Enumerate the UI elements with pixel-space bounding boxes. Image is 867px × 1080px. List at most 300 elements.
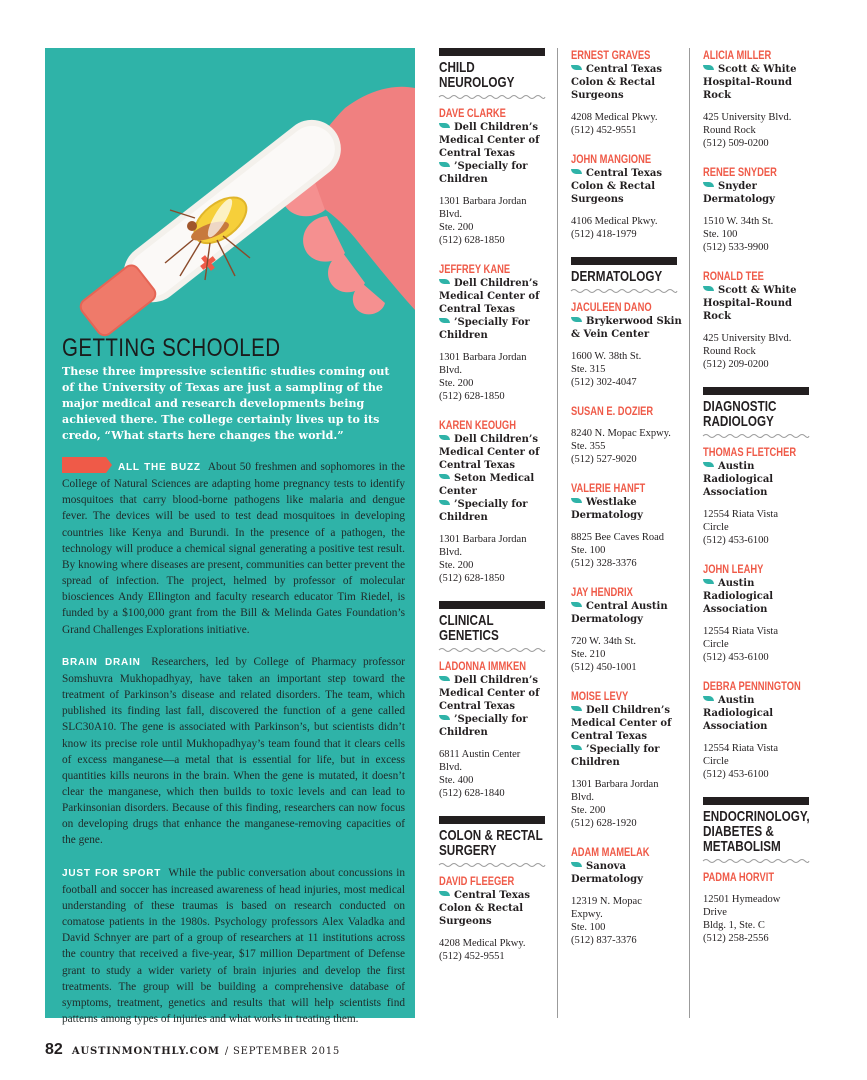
- address-line: (512) 509-0200: [703, 138, 769, 149]
- affiliation-text: Sanova: [586, 861, 626, 872]
- doctor-name: THOMAS FLETCHER: [703, 445, 797, 459]
- leaf-bullet-icon: [439, 162, 450, 167]
- affiliation-text: Surgeons: [439, 916, 492, 927]
- doctor-name: KAREN KEOUGH: [439, 418, 516, 432]
- affiliation-text: Children: [439, 727, 488, 738]
- site-url: AUSTINMONTHLY.COM: [71, 1046, 220, 1057]
- address-line: Round Rock: [703, 125, 756, 136]
- specialty-heading: [439, 60, 548, 90]
- affiliation-text: Scott & White: [718, 64, 797, 75]
- specialty-heading: [703, 399, 812, 429]
- address-line: Ste. 100: [571, 922, 606, 933]
- affiliation-line: [571, 873, 683, 886]
- address-line: 425 University Blvd.: [703, 333, 792, 344]
- address: [703, 625, 815, 664]
- doctor-entry: [703, 48, 815, 150]
- affiliation-text: Medical Center of: [571, 718, 672, 729]
- affiliation-line: [703, 297, 815, 310]
- address: [703, 215, 815, 254]
- affiliation-text: Scott & White: [718, 285, 797, 296]
- affiliation: [571, 743, 683, 769]
- specialty-heading-line: DERMATOLOGY: [571, 268, 663, 285]
- address-line: 1301 Barbara Jordan: [439, 352, 527, 363]
- affiliation: [703, 284, 815, 323]
- affiliation-line: [571, 328, 683, 341]
- affiliation-text: Central Texas: [439, 304, 515, 315]
- doctor-name: VALERIE HANFT: [571, 481, 646, 495]
- address: [439, 533, 551, 585]
- affiliation: [439, 121, 551, 160]
- section-bar: [439, 48, 545, 56]
- section-bar: [571, 257, 677, 265]
- affiliation-line: [703, 694, 815, 707]
- paragraph-lead: BRAIN DRAIN: [62, 656, 141, 668]
- doctor-entry: [703, 165, 815, 254]
- address-line: 12319 N. Mopac: [571, 896, 642, 907]
- doctor-entry: [571, 404, 683, 466]
- arrow-tag-icon: [62, 457, 112, 473]
- address-line: (512) 453-6100: [703, 769, 769, 780]
- affiliation-text: Westlake: [586, 497, 637, 508]
- affiliation-text: Medical Center of: [439, 447, 540, 458]
- address-line: 425 University Blvd.: [703, 112, 792, 123]
- doctor-name: MOISE LEVY: [571, 689, 629, 703]
- affiliation-text: Central Texas: [439, 701, 515, 712]
- leaf-bullet-icon: [571, 745, 582, 750]
- doctor-name: JACULEEN DANO: [571, 300, 652, 314]
- paragraph-text: While the public conversation about concussions in football and soccer has increased awareness of head injuries, most medical understanding of these traumas is based on research conducted on comatose patients in the 1980s. Psychology professors Alex Valadka and David Schnyer are part of a group of researchers at 11 institutions across the country that received a five-year, $17 million Department of Defense grant to study a wider variety of brain injuries and develop the first treatments. The group will be building a comprehensive database of symptoms, treatment, genetics and results that will help scientists find patterns among types of injuries and what works in treating them.: [62, 866, 406, 1025]
- affiliation-line: [571, 63, 683, 76]
- leaf-bullet-icon: [703, 286, 714, 291]
- address: [571, 635, 683, 674]
- affiliation-line: [439, 303, 551, 316]
- address-line: 12501 Hymeadow: [703, 894, 781, 905]
- affiliation-text: Central Texas: [586, 64, 662, 75]
- address-line: (512) 837-3376: [571, 935, 637, 946]
- affiliation: [571, 315, 683, 341]
- specialty-section: [571, 48, 683, 241]
- doctor-name: ADAM MAMELAK: [571, 845, 650, 859]
- address: [571, 895, 683, 947]
- address-line: (512) 209-0200: [703, 359, 769, 370]
- affiliation-line: [703, 193, 815, 206]
- doctor-name: RONALD TEE: [703, 269, 764, 283]
- affiliation-text: Association: [703, 604, 768, 615]
- address-line: 8240 N. Mopac Expwy.: [571, 428, 671, 439]
- affiliation: [571, 167, 683, 206]
- address-line: (512) 452-9551: [439, 951, 505, 962]
- leaf-bullet-icon: [439, 715, 450, 720]
- paragraph-all-the-buzz: [62, 457, 405, 638]
- doctor-entry: [703, 269, 815, 371]
- address-line: Ste. 200: [439, 560, 474, 571]
- specialty-heading-line: SURGERY: [439, 842, 497, 859]
- address: [703, 508, 815, 547]
- affiliation-line: [439, 160, 551, 173]
- affiliation-line: [703, 180, 815, 193]
- affiliation-text: ’Specially for: [454, 161, 528, 172]
- affiliation-line: [703, 310, 815, 323]
- address-line: Round Rock: [703, 346, 756, 357]
- doctor-name: JOHN MANGIONE: [571, 152, 652, 166]
- affiliation-line: [571, 76, 683, 89]
- doctor-name: ERNEST GRAVES: [571, 48, 651, 62]
- specialty-section: [439, 601, 551, 800]
- address-line: 1301 Barbara Jordan: [439, 196, 527, 207]
- directory-column-3: [703, 48, 815, 961]
- leaf-bullet-icon: [439, 891, 450, 896]
- section-bar: [439, 601, 545, 609]
- affiliation-text: Dell Children’s: [454, 122, 538, 133]
- specialty-heading-line: COLON & RECTAL: [439, 827, 543, 844]
- address-line: Circle: [703, 522, 729, 533]
- leaf-bullet-icon: [571, 706, 582, 711]
- affiliation-text: Central Texas: [439, 460, 515, 471]
- column-divider: [557, 48, 558, 1018]
- leaf-bullet-icon: [571, 169, 582, 174]
- affiliation-text: Austin: [718, 695, 755, 706]
- affiliation-line: [571, 509, 683, 522]
- affiliation-line: [439, 173, 551, 186]
- address-line: 6811 Austin Center: [439, 749, 521, 760]
- affiliation-line: [703, 486, 815, 499]
- affiliation-line: [439, 433, 551, 446]
- feature-body: [62, 457, 405, 1043]
- affiliation-text: Medical Center of: [439, 291, 540, 302]
- address-line: Blvd.: [439, 209, 463, 220]
- affiliation-line: [703, 707, 815, 720]
- specialty-heading-line: DIAGNOSTIC: [703, 398, 777, 415]
- specialty-section: [571, 257, 683, 947]
- doctor-entry: [571, 689, 683, 830]
- affiliation: [571, 63, 683, 102]
- address-line: 1600 W. 38th St.: [571, 351, 642, 362]
- leaf-bullet-icon: [439, 435, 450, 440]
- affiliation-text: ’Specially For: [454, 317, 530, 328]
- doctor-entry: [571, 152, 683, 241]
- address-line: Blvd.: [439, 365, 463, 376]
- address-line: 8825 Bee Caves Road: [571, 532, 665, 543]
- doctor-entry: [571, 481, 683, 570]
- affiliation-text: Rock: [703, 90, 731, 101]
- affiliation-line: [703, 590, 815, 603]
- section-bar: [439, 816, 545, 824]
- leaf-bullet-icon: [439, 279, 450, 284]
- specialty-section: [439, 816, 551, 963]
- affiliation: [439, 674, 551, 713]
- affiliation: [439, 472, 551, 498]
- affiliation-line: [703, 63, 815, 76]
- address-line: Ste. 210: [571, 649, 606, 660]
- address: [703, 111, 815, 150]
- squiggle-divider-icon: [571, 288, 677, 294]
- affiliation-line: [571, 193, 683, 206]
- affiliation-line: [439, 498, 551, 511]
- affiliation-line: [439, 485, 551, 498]
- affiliation-text: ’Specially for: [454, 499, 528, 510]
- affiliation-text: Austin: [718, 461, 755, 472]
- address-line: (512) 450-1001: [571, 662, 637, 673]
- affiliation-text: ’Specially for: [586, 744, 660, 755]
- paragraph-lead: JUST FOR SPORT: [62, 867, 162, 879]
- affiliation: [439, 713, 551, 739]
- affiliation-line: [571, 730, 683, 743]
- affiliation-line: [571, 704, 683, 717]
- affiliation-line: [703, 603, 815, 616]
- address-line: (512) 533-9900: [703, 242, 769, 253]
- section-bar: [703, 797, 809, 805]
- doctor-name: JEFFREY KANE: [439, 262, 511, 276]
- address-line: 4208 Medical Pkwy.: [571, 112, 658, 123]
- doctor-entry: [439, 106, 551, 247]
- affiliation: [439, 160, 551, 186]
- affiliation-line: [439, 316, 551, 329]
- affiliation-line: [439, 147, 551, 160]
- doctor-name: RENEE SNYDER: [703, 165, 777, 179]
- leaf-bullet-icon: [703, 579, 714, 584]
- address: [571, 215, 683, 241]
- feature-panel: [45, 48, 415, 1025]
- affiliation-line: [571, 743, 683, 756]
- address-line: Expwy.: [571, 909, 603, 920]
- leaf-bullet-icon: [703, 696, 714, 701]
- affiliation-text: Children: [439, 174, 488, 185]
- doctor-name: JOHN LEAHY: [703, 562, 764, 576]
- leaf-bullet-icon: [439, 500, 450, 505]
- affiliation-text: Colon & Rectal: [571, 181, 656, 192]
- affiliation-text: Children: [439, 512, 488, 523]
- affiliation-line: [703, 460, 815, 473]
- affiliation-line: [439, 889, 551, 902]
- doctor-name: JAY HENDRIX: [571, 585, 633, 599]
- address-line: (512) 452-9551: [571, 125, 637, 136]
- address: [703, 742, 815, 781]
- specialty-heading-line: METABOLISM: [703, 838, 781, 855]
- affiliation-text: Center: [439, 486, 477, 497]
- address-line: Drive: [703, 907, 727, 918]
- affiliation: [703, 180, 815, 206]
- specialty-heading-line: ENDOCRINOLOGY,: [703, 808, 810, 825]
- affiliation-line: [571, 600, 683, 613]
- affiliation-text: Dermatology: [571, 510, 643, 521]
- affiliation: [439, 433, 551, 472]
- doctor-entry: [703, 445, 815, 547]
- paragraph-text: About 50 freshmen and sophomores in the College of Natural Sciences are adapting home pregnancy tests to identify mosquitoes that carry blood-borne pathogens like malaria and dengue fever. The devices will be used to test dead mosquitoes in developing countries like Kenya and Burundi. In the presence of a pathogen, the technology will produce a chemical signal generating a positive test result. By knowing where diseases are present, communities can better prevent the spread of infection. The project, helmed by professor of molecular biosciences Andy Ellington and faculty research educator Tim Riedel, is funded by a $100,000 grant from the Bill & Melinda Gates Foundation’s Grand Challenges Explorations initiative.: [62, 461, 406, 636]
- address: [571, 111, 683, 137]
- address-line: 12554 Riata Vista: [703, 743, 779, 754]
- feature-title: GETTING SCHOOLED: [62, 334, 281, 362]
- leaf-bullet-icon: [571, 498, 582, 503]
- affiliation-line: [439, 511, 551, 524]
- affiliation: [571, 496, 683, 522]
- doctor-entry: [571, 300, 683, 389]
- affiliation-text: Dermatology: [571, 874, 643, 885]
- issue-date: / SEPTEMBER 2015: [224, 1046, 341, 1057]
- doctor-entry: [703, 870, 815, 945]
- address-line: Bldg. 1, Ste. C: [703, 920, 765, 931]
- address-line: Blvd.: [439, 547, 463, 558]
- address: [571, 350, 683, 389]
- specialty-heading: [439, 613, 548, 643]
- affiliation-line: [439, 459, 551, 472]
- affiliation-text: Hospital–Round: [703, 77, 792, 88]
- doctor-entry: [439, 418, 551, 585]
- address-line: (512) 628-1840: [439, 788, 505, 799]
- affiliation-text: Dell Children’s: [454, 675, 538, 686]
- address-line: (512) 418-1979: [571, 229, 637, 240]
- page-footer: [45, 1039, 340, 1059]
- specialty-heading: [439, 828, 548, 858]
- address-line: 1510 W. 34th St.: [703, 216, 774, 227]
- specialty-heading-line: CHILD NEUROLOGY: [439, 59, 515, 91]
- affiliation-text: Children: [439, 330, 488, 341]
- affiliation: [703, 63, 815, 102]
- address: [571, 778, 683, 830]
- leaf-bullet-icon: [571, 65, 582, 70]
- address-line: (512) 328-3376: [571, 558, 637, 569]
- affiliation-line: [571, 315, 683, 328]
- paragraph-just-for-sport: [62, 865, 405, 1028]
- doctor-entry: [439, 262, 551, 403]
- affiliation-line: [439, 713, 551, 726]
- directory-column-2: [571, 48, 683, 963]
- affiliation-text: Brykerwood Skin: [586, 316, 682, 327]
- address-line: (512) 258-2556: [703, 933, 769, 944]
- affiliation-text: Seton Medical: [454, 473, 535, 484]
- address-line: Ste. 200: [571, 805, 606, 816]
- affiliation: [571, 600, 683, 626]
- address-line: Circle: [703, 756, 729, 767]
- affiliation-text: Dermatology: [703, 194, 775, 205]
- affiliation-text: Central Texas: [571, 731, 647, 742]
- address-line: (512) 453-6100: [703, 535, 769, 546]
- affiliation-text: Colon & Rectal: [439, 903, 524, 914]
- affiliation-line: [439, 700, 551, 713]
- address: [703, 893, 815, 945]
- affiliation: [439, 498, 551, 524]
- doctor-entry: [571, 48, 683, 137]
- address-line: 4208 Medical Pkwy.: [439, 938, 526, 949]
- address-line: (512) 628-1850: [439, 573, 505, 584]
- leaf-bullet-icon: [439, 676, 450, 681]
- affiliation-line: [439, 472, 551, 485]
- address: [439, 937, 551, 963]
- squiggle-divider-icon: [439, 647, 545, 653]
- affiliation-line: [439, 134, 551, 147]
- address: [703, 332, 815, 371]
- leaf-bullet-icon: [439, 123, 450, 128]
- specialty-section: [703, 387, 815, 781]
- directory-column-1: [439, 48, 551, 979]
- leaf-bullet-icon: [439, 318, 450, 323]
- doctor-name: DAVID FLEEGER: [439, 874, 515, 888]
- affiliation-text: ’Specially for: [454, 714, 528, 725]
- address-line: Ste. 100: [571, 545, 606, 556]
- affiliation-line: [571, 496, 683, 509]
- address-line: (512) 302-4047: [571, 377, 637, 388]
- address-line: Ste. 200: [439, 378, 474, 389]
- affiliation-line: [439, 329, 551, 342]
- affiliation-text: Austin: [718, 578, 755, 589]
- address: [439, 351, 551, 403]
- affiliation-text: Radiological: [703, 708, 774, 719]
- address-line: Blvd.: [439, 762, 463, 773]
- affiliation-text: Colon & Rectal: [571, 77, 656, 88]
- affiliation-line: [439, 915, 551, 928]
- affiliation-text: Radiological: [703, 474, 774, 485]
- affiliation-line: [703, 76, 815, 89]
- paragraph-lead: ALL THE BUZZ: [118, 462, 201, 473]
- address-line: Ste. 355: [571, 441, 606, 452]
- affiliation-line: [703, 473, 815, 486]
- address-line: (512) 628-1850: [439, 391, 505, 402]
- affiliation-text: Association: [703, 487, 768, 498]
- affiliation-text: Hospital–Round: [703, 298, 792, 309]
- address-line: 4106 Medical Pkwy.: [571, 216, 658, 227]
- affiliation-text: Surgeons: [571, 90, 624, 101]
- specialty-section: [703, 48, 815, 371]
- doctor-name: SUSAN E. DOZIER: [571, 404, 654, 418]
- affiliation-line: [439, 726, 551, 739]
- address-line: Ste. 200: [439, 222, 474, 233]
- address-line: 1301 Barbara Jordan: [439, 534, 527, 545]
- affiliation-line: [571, 717, 683, 730]
- squiggle-divider-icon: [439, 862, 545, 868]
- leaf-bullet-icon: [703, 182, 714, 187]
- affiliation-line: [439, 687, 551, 700]
- affiliation-text: Surgeons: [571, 194, 624, 205]
- affiliation-line: [703, 720, 815, 733]
- affiliation-line: [703, 89, 815, 102]
- address: [439, 748, 551, 800]
- affiliation: [439, 316, 551, 342]
- section-bar: [703, 387, 809, 395]
- address-line: (512) 527-9020: [571, 454, 637, 465]
- address-line: 12554 Riata Vista: [703, 509, 779, 520]
- affiliation: [571, 704, 683, 743]
- page-number: 82: [45, 1041, 63, 1058]
- specialty-heading: [571, 269, 680, 284]
- leaf-bullet-icon: [571, 317, 582, 322]
- doctor-name: LADONNA IMMKEN: [439, 659, 527, 673]
- pregnancy-test-mosquito-illustration: [45, 48, 415, 368]
- affiliation-line: [439, 121, 551, 134]
- affiliation-line: [571, 756, 683, 769]
- column-divider: [689, 48, 690, 1018]
- doctor-entry: [439, 874, 551, 963]
- affiliation: [703, 577, 815, 616]
- specialty-heading: [703, 809, 812, 854]
- affiliation-text: Central Texas: [439, 148, 515, 159]
- address: [439, 195, 551, 247]
- affiliation: [571, 860, 683, 886]
- address-line: Ste. 315: [571, 364, 606, 375]
- leaf-bullet-icon: [571, 602, 582, 607]
- affiliation-line: [439, 446, 551, 459]
- address: [571, 427, 683, 466]
- affiliation-line: [571, 860, 683, 873]
- affiliation-line: [439, 290, 551, 303]
- affiliation-text: Central Austin: [586, 601, 668, 612]
- doctor-name: ALICIA MILLER: [703, 48, 772, 62]
- affiliation-text: Association: [703, 721, 768, 732]
- affiliation-line: [439, 674, 551, 687]
- squiggle-divider-icon: [703, 858, 809, 864]
- affiliation: [703, 694, 815, 733]
- address-line: 12554 Riata Vista: [703, 626, 779, 637]
- affiliation-text: Snyder: [718, 181, 757, 192]
- doctor-name: PADMA HORVIT: [703, 870, 775, 884]
